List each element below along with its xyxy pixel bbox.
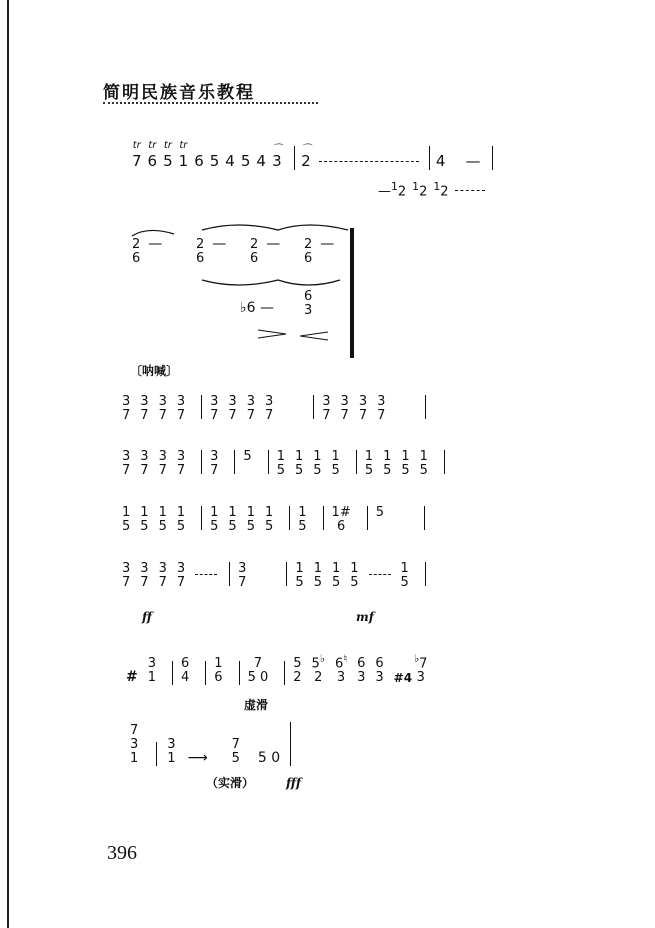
score-system-5 (126, 652, 566, 685)
stack: 2 6 — (132, 236, 163, 266)
stack: 3 7 (210, 394, 219, 423)
dynamic-fff: fff (286, 776, 302, 790)
dashes (455, 190, 485, 191)
stack: 3 7 (228, 394, 237, 423)
stack: 1# 6 (331, 505, 351, 534)
stack: 3 7 (140, 561, 149, 590)
stack: 5♭ 2 (311, 652, 325, 686)
grace-note: $^1$2 (412, 180, 428, 200)
barline (201, 506, 202, 530)
barline (425, 395, 426, 419)
running-header: 简明民族音乐教程 (103, 83, 255, 103)
barline (424, 506, 425, 530)
barline (172, 661, 173, 685)
barline (444, 450, 445, 474)
barline (356, 450, 357, 474)
stack: 3 7 (140, 394, 149, 423)
rest: 5 0 (257, 750, 281, 766)
score-system-6 (130, 722, 297, 766)
stack: 1 5 (140, 505, 149, 534)
grace-note: $^1$2 (391, 180, 407, 200)
stack: 1 5 (176, 505, 186, 534)
stack: 3 7 (122, 449, 131, 478)
barline (205, 661, 206, 685)
barline (367, 506, 368, 530)
stack: 3 7 (358, 394, 368, 423)
stack: 3 1 (167, 737, 176, 766)
dynamic-ff: ff (142, 610, 152, 624)
barline (201, 450, 202, 474)
held-note: ⌒ 2 (300, 144, 311, 170)
label-virtual-slide: 虚滑 (244, 698, 269, 712)
sharp: # (126, 669, 138, 686)
score-line-1 (132, 140, 499, 170)
grace-line (378, 180, 485, 199)
barline (290, 722, 291, 766)
stack: 3 7 (122, 561, 131, 590)
stack: 3 7 (176, 561, 186, 590)
barline (289, 506, 290, 530)
stack: 3 7 (264, 394, 274, 423)
note: tr 5 (163, 140, 173, 170)
stack: 3 1 (147, 656, 157, 686)
stack: 1 6 (214, 656, 223, 686)
stack: 3 7 (140, 449, 149, 478)
stack: 3 7 (158, 561, 167, 590)
stack: 3 7 (210, 449, 219, 478)
flat-note: ♭6 — (240, 300, 274, 316)
note: 4 (435, 152, 446, 170)
note: tr 7 (132, 140, 142, 170)
stack: 6 3 (357, 656, 366, 686)
page-spine-line (7, 0, 9, 928)
grace-note: $^1$2 (433, 180, 449, 200)
stack: 1 5 (331, 449, 340, 478)
stack: 6 4 (181, 656, 190, 686)
dashes (195, 574, 217, 590)
stack: 5 2 (293, 656, 302, 686)
barline (313, 395, 314, 419)
stack: 5 (243, 449, 252, 464)
dashes (369, 574, 391, 590)
tie-dashes (319, 161, 419, 162)
stack: 1 5 (246, 505, 255, 534)
barline (425, 562, 426, 586)
score-system-3 (122, 506, 572, 534)
note: tr 1 (178, 140, 189, 170)
barline (239, 661, 240, 685)
stack: 3 7 (377, 394, 386, 423)
score-system-4 (122, 562, 572, 590)
stack: 3 7 (122, 394, 131, 423)
stack: 2 6 — (196, 236, 227, 266)
stack: 7 3 1 (130, 723, 139, 766)
stack: ♭7 3 (414, 652, 428, 686)
note: 4 (225, 152, 235, 170)
dash: — (378, 184, 391, 200)
stack: 1 5 (313, 561, 322, 590)
note: tr 6 (147, 140, 158, 170)
stack: 5 (375, 505, 384, 520)
stack: 1 5 (350, 561, 359, 590)
barline (234, 450, 235, 474)
section-label: 〔呐喊〕 (130, 364, 179, 378)
note: 4 (256, 152, 266, 170)
stack: 1 5 (401, 449, 410, 478)
stack: 3 7 (322, 394, 331, 423)
score-system-2 (122, 450, 572, 478)
stack: 1 5 (419, 449, 428, 478)
barline (286, 562, 287, 586)
stack: 1 5 (210, 505, 219, 534)
key-change: #4 (393, 671, 413, 686)
note: 5 (240, 152, 251, 170)
note: 5 (209, 152, 220, 170)
header-dotted-rule (103, 102, 318, 104)
note: ⌒ 3 (271, 144, 282, 170)
barline (284, 661, 285, 685)
stack: 1 5 (383, 449, 392, 478)
stack: 3 7 (340, 394, 349, 423)
barline (492, 146, 493, 170)
stack: 3 7 (158, 394, 167, 423)
stack: 7 5 (231, 737, 240, 766)
barline (229, 562, 230, 586)
note: 6 (194, 152, 204, 170)
dash: — (465, 152, 481, 170)
final-barline (350, 228, 354, 358)
stack: 1 5 (294, 449, 304, 478)
barline (201, 395, 202, 419)
barline (156, 742, 157, 766)
score-system-1 (122, 395, 562, 423)
stack: 3 7 (158, 449, 167, 478)
slide-arrow: ⟶ (187, 750, 208, 766)
stack: 1 5 (122, 505, 131, 534)
label-real-slide: （实滑） (206, 776, 255, 790)
stack: 1 5 (295, 561, 304, 590)
stack: 1 5 (276, 449, 285, 478)
page-number: 396 (107, 842, 137, 864)
stack: 1 5 (264, 505, 274, 534)
barline (323, 506, 324, 530)
stack: 6♮ 3 (334, 652, 348, 686)
stack: 1 5 (298, 505, 307, 534)
stack: 1 5 (313, 449, 322, 478)
barline (294, 146, 295, 170)
stack: 3 7 (246, 394, 255, 423)
barline (268, 450, 269, 474)
stack: 7 5 0 (247, 656, 269, 686)
stack: 2 6 — (250, 236, 281, 266)
stack: 1 5 (331, 561, 341, 590)
stack: 1 5 (364, 449, 374, 478)
stack: 1 5 (158, 505, 167, 534)
stack: 1 5 (400, 561, 409, 590)
stack: 6 3 (304, 289, 313, 318)
stack: 2 6 — (304, 236, 335, 266)
stack: 1 5 (228, 505, 237, 534)
stack: 3 7 (238, 561, 247, 590)
stack: 3 7 (176, 449, 186, 478)
dynamic-mf: mf (356, 610, 374, 624)
stack: 6 3 (375, 656, 384, 686)
barline (429, 146, 430, 170)
stack: 3 7 (176, 394, 186, 423)
